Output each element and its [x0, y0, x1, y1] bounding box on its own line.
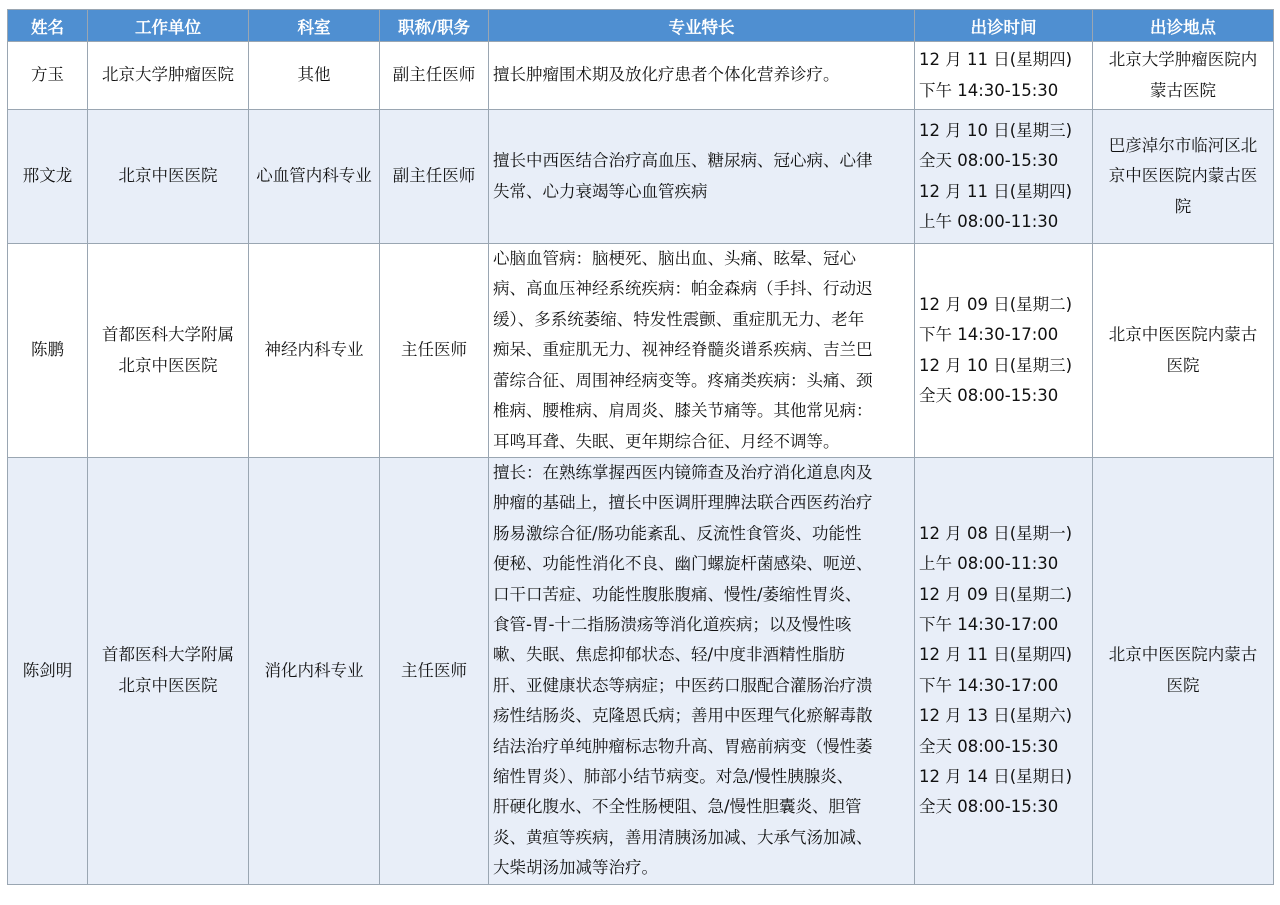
- specialty-line: 肠易激综合征/肠功能紊乱、反流性食管炎、功能性: [493, 523, 862, 543]
- clinic-location: [1093, 110, 1274, 244]
- header-dept: 科室: [249, 10, 380, 42]
- department: 消化内科专业: [249, 458, 380, 885]
- clinic-time-line: 12 月 08 日(星期一): [919, 523, 1073, 543]
- clinic-time-line: 12 月 13 日(星期六): [919, 706, 1073, 726]
- doctor-name: 陈剑明: [8, 458, 88, 885]
- specialty-line: 食管-胃-十二指肠溃疡等消化道疾病；以及慢性咳: [493, 615, 852, 635]
- specialty: [489, 110, 915, 244]
- clinic-location: [1093, 42, 1274, 110]
- clinic-time: [915, 110, 1093, 244]
- department: 其他: [249, 42, 380, 110]
- doctor-name: 方玉: [8, 42, 88, 110]
- department: 神经内科专业: [249, 244, 380, 458]
- specialty-line: 耳鸣耳聋、失眠、更年期综合征、月经不调等。: [493, 431, 840, 451]
- clinic-time-line: 下午 14:30-17:00: [919, 325, 1059, 345]
- specialty-line: 心脑血管病：脑梗死、脑出血、头痛、眩晕、冠心: [493, 249, 856, 269]
- specialty-line: 肿瘤的基础上，擅长中医调肝理脾法联合西医药治疗: [493, 493, 873, 513]
- clinic-time-line: 全天 08:00-15:30: [919, 736, 1059, 756]
- header-location: 出诊地点: [1093, 10, 1274, 42]
- table-row: [8, 244, 1274, 458]
- clinic-location-line: 医院: [1166, 675, 1200, 695]
- clinic-time-line: 下午 14:30-17:00: [919, 675, 1059, 695]
- specialty: [489, 458, 915, 885]
- header-row: [8, 10, 1274, 42]
- clinic-time: [915, 244, 1093, 458]
- header-title: 职称/职务: [380, 10, 489, 42]
- work-unit: [88, 458, 249, 885]
- schedule-container: [7, 9, 1273, 885]
- specialty-line: 擅长：在熟练掌握西医内镜筛查及治疗消化道息肉及: [493, 463, 873, 482]
- clinic-time-line: 上午 08:00-11:30: [919, 211, 1059, 231]
- clinic-location: [1093, 244, 1274, 458]
- specialty-line: 椎病、腰椎病、肩周炎、膝关节痛等。其他常见病：: [493, 401, 873, 421]
- clinic-location-line: 医院: [1166, 355, 1200, 375]
- clinic-schedule-table: [7, 9, 1274, 885]
- specialty-line: 缩性胃炎）、肺部小结节病变。对急/慢性胰腺炎、: [493, 767, 854, 787]
- doctor-name: 陈鹏: [8, 244, 88, 458]
- clinic-time-line: 12 月 10 日(星期三): [919, 120, 1073, 140]
- specialty-line: 疡性结肠炎、克隆恩氏病；善用中医理气化瘀解毒散: [493, 706, 873, 726]
- work-unit-line: 首都医科大学附属: [102, 325, 234, 345]
- clinic-time-line: 12 月 09 日(星期二): [919, 294, 1073, 314]
- table-row: [8, 110, 1274, 244]
- clinic-time-line: 全天 08:00-15:30: [919, 385, 1059, 405]
- doctor-name: 邢文龙: [8, 110, 88, 244]
- specialty-line: 蕾综合征、周围神经病变等。疼痛类疾病：头痛、颈: [493, 370, 873, 390]
- header-specialty: 专业特长: [489, 10, 915, 42]
- clinic-location-line: 北京大学肿瘤医院内: [1108, 50, 1258, 70]
- specialty: [489, 244, 915, 458]
- specialty-line: 大柴胡汤加减等治疗。: [493, 858, 658, 878]
- table-row: [8, 458, 1274, 885]
- specialty-line: 失常、心力衰竭等心血管疾病: [493, 181, 708, 201]
- clinic-time-line: 12 月 11 日(星期四): [919, 645, 1073, 665]
- clinic-location-line: 京中医医院内蒙古医: [1108, 166, 1258, 186]
- job-title: 主任医师: [380, 458, 489, 885]
- clinic-time-line: 12 月 11 日(星期四): [919, 50, 1073, 70]
- work-unit: [88, 244, 249, 458]
- clinic-time: [915, 458, 1093, 885]
- work-unit: [88, 42, 249, 110]
- specialty-line: 肝、亚健康状态等病症；中医药口服配合灌肠治疗溃: [493, 675, 873, 695]
- clinic-time-line: 上午 08:00-11:30: [919, 554, 1059, 574]
- specialty-line: 炎、黄疸等疾病，善用清胰汤加减、大承气汤加减、: [493, 827, 873, 847]
- work-unit-line: 北京大学肿瘤医院: [102, 65, 234, 85]
- clinic-time-line: 下午 14:30-17:00: [919, 615, 1059, 635]
- work-unit: [88, 110, 249, 244]
- work-unit-line: 北京中医医院: [118, 355, 218, 375]
- clinic-location-line: 院: [1174, 196, 1192, 216]
- clinic-time-line: 全天 08:00-15:30: [919, 797, 1059, 817]
- clinic-time-line: 12 月 10 日(星期三): [919, 355, 1073, 375]
- specialty-line: 痴呆、重症肌无力、视神经脊髓炎谱系疾病、吉兰巴: [493, 340, 873, 360]
- header-time: 出诊时间: [915, 10, 1093, 42]
- clinic-location-line: 北京中医医院内蒙古: [1108, 325, 1258, 345]
- work-unit-line: 北京中医医院: [118, 166, 218, 186]
- clinic-time-line: 12 月 11 日(星期四): [919, 181, 1073, 201]
- clinic-time-line: 下午 14:30-15:30: [919, 80, 1059, 100]
- job-title: 主任医师: [380, 244, 489, 458]
- job-title: 副主任医师: [380, 110, 489, 244]
- specialty-line: 结法治疗单纯肿瘤标志物升高、胃癌前病变（慢性萎: [493, 736, 873, 756]
- specialty-line: 嗽、失眠、焦虑抑郁状态、轻/中度非酒精性脂肪: [493, 645, 846, 665]
- clinic-location: [1093, 458, 1274, 885]
- clinic-location-line: 蒙古医院: [1150, 80, 1216, 100]
- clinic-time: [915, 42, 1093, 110]
- job-title: 副主任医师: [380, 42, 489, 110]
- clinic-location-line: 巴彦淖尔市临河区北: [1108, 135, 1258, 155]
- header-name: 姓名: [8, 10, 88, 42]
- specialty-line: 肝硬化腹水、不全性肠梗阻、急/慢性胆囊炎、胆管: [493, 797, 862, 817]
- specialty-line: 口干口苦症、功能性腹胀腹痛、慢性/萎缩性胃炎、: [493, 584, 862, 604]
- specialty-line: 擅长肿瘤围术期及放化疗患者个体化营养诊疗。: [493, 65, 840, 85]
- department: 心血管内科专业: [249, 110, 380, 244]
- clinic-time-line: 12 月 14 日(星期日): [919, 767, 1073, 787]
- specialty: [489, 42, 915, 110]
- specialty-line: 病、高血压神经系统疾病：帕金森病（手抖、行动迟: [493, 279, 873, 299]
- work-unit-line: 北京中医医院: [118, 675, 218, 695]
- work-unit-line: 首都医科大学附属: [102, 645, 234, 665]
- clinic-time-line: 全天 08:00-15:30: [919, 151, 1059, 171]
- table-row: [8, 42, 1274, 110]
- clinic-location-line: 北京中医医院内蒙古: [1108, 645, 1258, 665]
- specialty-line: 擅长中西医结合治疗高血压、糖尿病、冠心病、心律: [493, 151, 873, 171]
- header-unit: 工作单位: [88, 10, 249, 42]
- specialty-line: 缓）、多系统萎缩、特发性震颤、重症肌无力、老年: [493, 309, 865, 329]
- specialty-line: 便秘、功能性消化不良、幽门螺旋杆菌感染、呃逆、: [493, 554, 873, 574]
- clinic-time-line: 12 月 09 日(星期二): [919, 584, 1073, 604]
